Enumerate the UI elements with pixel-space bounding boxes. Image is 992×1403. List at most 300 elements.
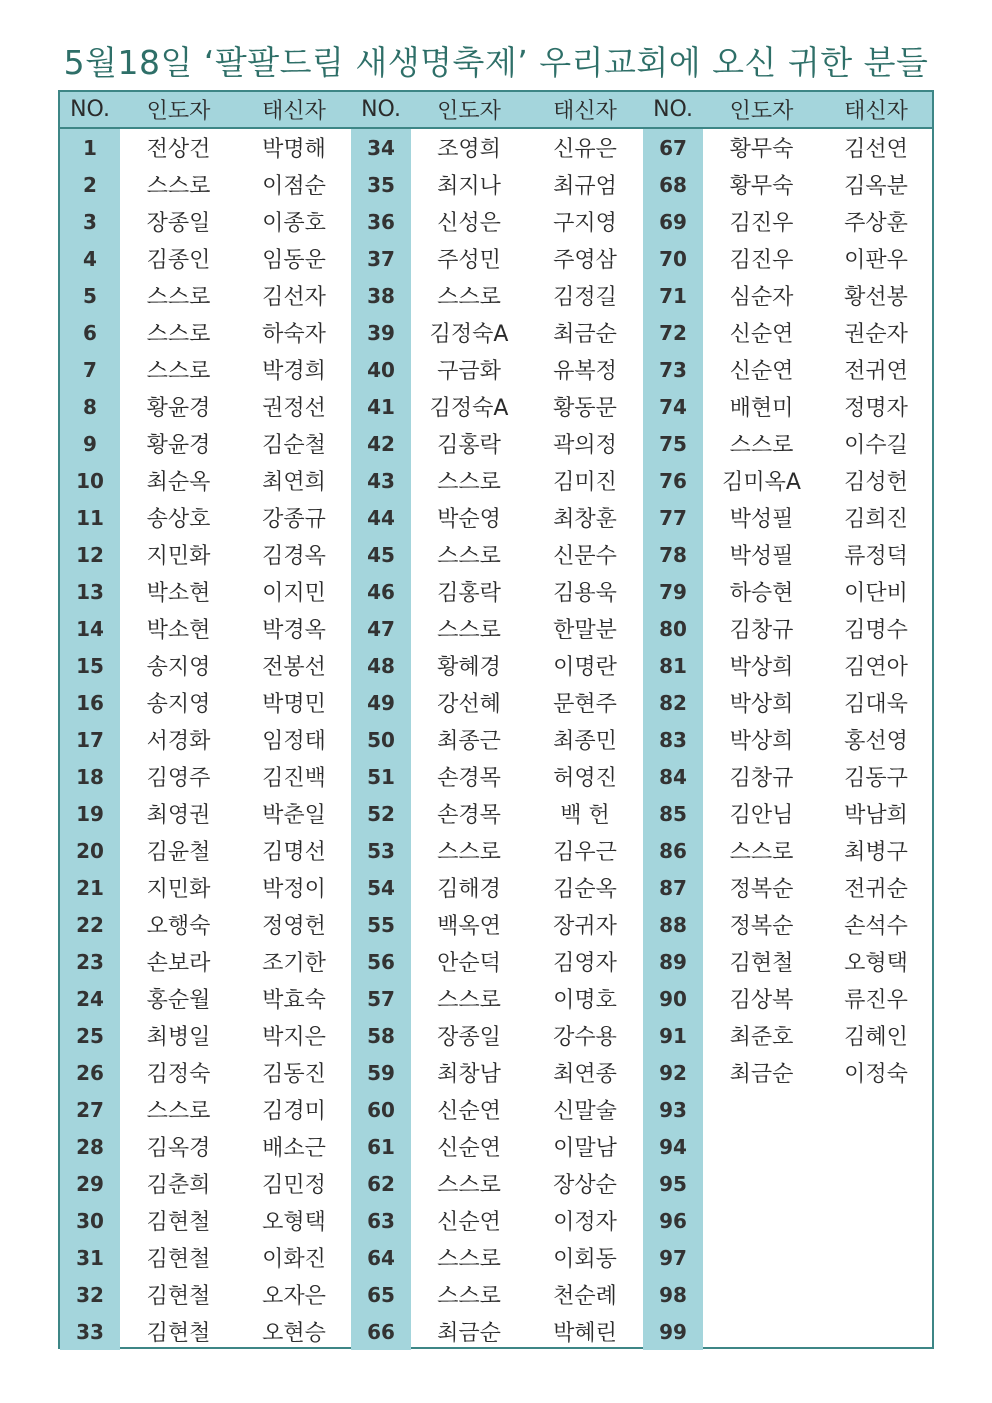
- entry-no: 35: [351, 166, 411, 203]
- entry-guide: 박소현: [146, 581, 211, 606]
- entry-no: 7: [60, 351, 120, 388]
- entry-guide: 스스로: [437, 285, 501, 310]
- entry-no: 18: [60, 758, 120, 795]
- entry-no: 29: [60, 1165, 120, 1202]
- entry-no: 23: [60, 943, 120, 980]
- entry-no: 45: [351, 536, 411, 573]
- entry-no: 59: [351, 1054, 411, 1091]
- entry-guide: 스스로: [729, 433, 794, 458]
- entry-newcomer: 박남희: [844, 803, 908, 828]
- table-row: [60, 610, 932, 647]
- entry-newcomer: 박혜린: [553, 1321, 617, 1346]
- table-row: [60, 1128, 932, 1165]
- header-guide: 인도자: [411, 92, 527, 128]
- header-guide: 인도자: [703, 92, 820, 128]
- entry-guide: 최영권: [146, 803, 211, 828]
- entry-guide: 최순옥: [146, 470, 211, 495]
- entry-guide: 손경목: [437, 803, 501, 828]
- entry-newcomer: 전봉선: [262, 655, 326, 680]
- entry-no: 64: [351, 1239, 411, 1276]
- entry-no: 17: [60, 721, 120, 758]
- entry-no: 13: [60, 573, 120, 610]
- entry-newcomer: 최병구: [844, 840, 908, 865]
- table-row: [60, 647, 932, 684]
- entry-guide: 스스로: [146, 359, 211, 384]
- header-newcomer: 태신자: [820, 92, 932, 128]
- entry-newcomer: 김미진: [553, 470, 617, 495]
- entry-guide: 김진우: [729, 248, 794, 273]
- entry-guide: 신성은: [437, 211, 501, 236]
- entry-newcomer: 신문수: [553, 544, 617, 569]
- entry-no: 56: [351, 943, 411, 980]
- table-row: [60, 499, 932, 536]
- table-row: [60, 425, 932, 462]
- table-row: [60, 684, 932, 721]
- entry-guide: 김홍락: [437, 581, 501, 606]
- header-no: NO.: [60, 92, 120, 128]
- entry-no: 24: [60, 980, 120, 1017]
- entry-newcomer: 이말남: [553, 1136, 617, 1161]
- entry-newcomer: [820, 1165, 932, 1202]
- entry-no: 61: [351, 1128, 411, 1165]
- entry-no: 12: [60, 536, 120, 573]
- entry-no: 41: [351, 388, 411, 425]
- entry-guide: 김해경: [437, 877, 501, 902]
- entry-guide: 최금순: [437, 1321, 501, 1346]
- table-row: [60, 1239, 932, 1276]
- entry-newcomer: 박효숙: [262, 988, 326, 1013]
- entry-guide: 송지영: [146, 655, 211, 680]
- entry-no: 32: [60, 1276, 120, 1313]
- entry-newcomer: 최규엄: [553, 174, 617, 199]
- entry-newcomer: [820, 1091, 932, 1128]
- entry-newcomer: 강수용: [553, 1025, 617, 1050]
- entry-newcomer: 김동구: [844, 766, 908, 791]
- entry-guide: 김상복: [729, 988, 794, 1013]
- table-row: [60, 1276, 932, 1313]
- entry-no: 78: [643, 536, 703, 573]
- entry-guide: 김창규: [729, 618, 794, 643]
- entry-no: 14: [60, 610, 120, 647]
- entry-guide: 김정숙: [146, 1062, 211, 1087]
- entry-newcomer: 김명수: [844, 618, 908, 643]
- entry-guide: 손보라: [146, 951, 211, 976]
- entry-guide: 스스로: [437, 544, 501, 569]
- entry-no: 89: [643, 943, 703, 980]
- entry-newcomer: 박지은: [262, 1025, 326, 1050]
- table-row: [60, 906, 932, 943]
- entry-guide: 주성민: [437, 248, 501, 273]
- entry-newcomer: 김경미: [262, 1099, 326, 1124]
- entry-newcomer: 신말술: [553, 1099, 617, 1124]
- entry-no: 52: [351, 795, 411, 832]
- entry-no: 15: [60, 647, 120, 684]
- entry-guide: 배현미: [729, 396, 794, 421]
- header-no: NO.: [351, 92, 411, 128]
- entry-no: 4: [60, 240, 120, 277]
- entry-newcomer: 김영자: [553, 951, 617, 976]
- entry-newcomer: [820, 1276, 932, 1313]
- entry-no: 54: [351, 869, 411, 906]
- table-row: [60, 795, 932, 832]
- entry-newcomer: 천순례: [553, 1284, 617, 1309]
- entry-no: 16: [60, 684, 120, 721]
- entry-guide: [703, 1239, 820, 1276]
- entry-newcomer: 임정태: [262, 729, 326, 754]
- entry-no: 44: [351, 499, 411, 536]
- table-row: [60, 277, 932, 314]
- entry-guide: 지민화: [146, 877, 211, 902]
- entry-guide: 김정숙A: [429, 396, 509, 421]
- entry-guide: 정복순: [729, 914, 794, 939]
- entry-no: 62: [351, 1165, 411, 1202]
- entry-guide: [703, 1128, 820, 1165]
- entry-newcomer: 김순철: [262, 433, 326, 458]
- entry-guide: 최준호: [729, 1025, 794, 1050]
- entry-newcomer: 최연종: [553, 1062, 617, 1087]
- entry-no: 21: [60, 869, 120, 906]
- entry-newcomer: 김대욱: [844, 692, 908, 717]
- entry-newcomer: 박춘일: [262, 803, 326, 828]
- entry-newcomer: 장상순: [553, 1173, 617, 1198]
- entry-no: 77: [643, 499, 703, 536]
- entry-guide: 박순영: [437, 507, 501, 532]
- entry-guide: [703, 1202, 820, 1239]
- entry-no: 71: [643, 277, 703, 314]
- entry-guide: 오행숙: [146, 914, 211, 939]
- entry-no: 5: [60, 277, 120, 314]
- entry-guide: 스스로: [437, 618, 501, 643]
- header-row: [60, 92, 932, 128]
- entry-guide: 신순연: [437, 1099, 501, 1124]
- roster-table: [60, 92, 932, 1350]
- entry-no: 2: [60, 166, 120, 203]
- entry-no: 40: [351, 351, 411, 388]
- table-row: [60, 721, 932, 758]
- entry-newcomer: 박경희: [262, 359, 326, 384]
- entry-newcomer: 김성헌: [844, 470, 908, 495]
- entry-no: 20: [60, 832, 120, 869]
- entry-newcomer: 최창훈: [553, 507, 617, 532]
- entry-newcomer: [820, 1202, 932, 1239]
- entry-guide: 김윤철: [146, 840, 211, 865]
- table-row: [60, 758, 932, 795]
- entry-no: 84: [643, 758, 703, 795]
- entry-guide: 스스로: [437, 1284, 501, 1309]
- entry-guide: 박상희: [729, 729, 794, 754]
- entry-newcomer: 배소근: [262, 1136, 326, 1161]
- entry-guide: 조영희: [437, 137, 501, 162]
- entry-guide: 구금화: [437, 359, 501, 384]
- entry-newcomer: 구지영: [553, 211, 617, 236]
- entry-guide: 김현철: [146, 1247, 211, 1272]
- entry-guide: 황윤경: [146, 396, 211, 421]
- entry-guide: 지민화: [146, 544, 211, 569]
- table-row: [60, 1017, 932, 1054]
- entry-no: 75: [643, 425, 703, 462]
- entry-no: 98: [643, 1276, 703, 1313]
- entry-no: 42: [351, 425, 411, 462]
- entry-guide: 최금순: [729, 1062, 794, 1087]
- entry-no: 93: [643, 1091, 703, 1128]
- entry-newcomer: 김명선: [262, 840, 326, 865]
- table-row: [60, 1165, 932, 1202]
- entry-guide: 스스로: [437, 988, 501, 1013]
- entry-newcomer: 정영헌: [262, 914, 326, 939]
- entry-guide: 김홍락: [437, 433, 501, 458]
- entry-guide: 김진우: [729, 211, 794, 236]
- entry-newcomer: 이지민: [262, 581, 326, 606]
- entry-guide: 스스로: [437, 470, 501, 495]
- entry-newcomer: 강종규: [262, 507, 326, 532]
- entry-newcomer: 전귀순: [844, 877, 908, 902]
- entry-guide: 박성필: [729, 544, 794, 569]
- table-row: [60, 832, 932, 869]
- entry-newcomer: 최종민: [553, 729, 617, 754]
- header-newcomer: 태신자: [527, 92, 643, 128]
- entry-guide: 김춘희: [146, 1173, 211, 1198]
- entry-guide: [703, 1165, 820, 1202]
- entry-no: 96: [643, 1202, 703, 1239]
- entry-no: 81: [643, 647, 703, 684]
- entry-no: 1: [60, 128, 120, 166]
- table-row: [60, 869, 932, 906]
- entry-newcomer: 이점순: [262, 174, 326, 199]
- entry-guide: 김영주: [146, 766, 211, 791]
- entry-no: 82: [643, 684, 703, 721]
- entry-newcomer: 김선연: [844, 137, 908, 162]
- table-row: [60, 128, 932, 166]
- entry-newcomer: 이명호: [553, 988, 617, 1013]
- entry-no: 47: [351, 610, 411, 647]
- entry-newcomer: 박경옥: [262, 618, 326, 643]
- entry-newcomer: 이회동: [553, 1247, 617, 1272]
- entry-newcomer: 김선자: [262, 285, 326, 310]
- table-row: [60, 536, 932, 573]
- entry-no: 51: [351, 758, 411, 795]
- entry-no: 3: [60, 203, 120, 240]
- entry-newcomer: 오형택: [844, 951, 908, 976]
- entry-newcomer: 백 헌: [560, 803, 610, 828]
- entry-guide: 박상희: [729, 692, 794, 717]
- entry-no: 36: [351, 203, 411, 240]
- entry-newcomer: 김순옥: [553, 877, 617, 902]
- entry-no: 43: [351, 462, 411, 499]
- entry-no: 91: [643, 1017, 703, 1054]
- entry-newcomer: 임동운: [262, 248, 326, 273]
- entry-newcomer: 김혜인: [844, 1025, 908, 1050]
- entry-guide: 강선혜: [437, 692, 501, 717]
- entry-newcomer: 유복정: [553, 359, 617, 384]
- entry-no: 50: [351, 721, 411, 758]
- entry-guide: 스스로: [437, 840, 501, 865]
- entry-no: 79: [643, 573, 703, 610]
- entry-newcomer: 장귀자: [553, 914, 617, 939]
- entry-no: 92: [643, 1054, 703, 1091]
- entry-no: 55: [351, 906, 411, 943]
- entry-guide: 장종일: [146, 211, 211, 236]
- entry-guide: 황무숙: [729, 174, 794, 199]
- header-no: NO.: [643, 92, 703, 128]
- page-title: 5월18일 ‘팔팔드림 새생명축제’ 우리교회에 오신 귀한 분들: [63, 43, 929, 82]
- entry-guide: 전상건: [146, 137, 211, 162]
- entry-guide: 백옥연: [437, 914, 501, 939]
- entry-no: 28: [60, 1128, 120, 1165]
- entry-newcomer: 김경옥: [262, 544, 326, 569]
- entry-newcomer: 이화진: [262, 1247, 326, 1272]
- table-row: [60, 351, 932, 388]
- entry-newcomer: [820, 1313, 932, 1350]
- entry-newcomer: 이정숙: [844, 1062, 908, 1087]
- entry-no: 31: [60, 1239, 120, 1276]
- entry-newcomer: 하숙자: [262, 322, 326, 347]
- entry-newcomer: [820, 1128, 932, 1165]
- entry-guide: 박상희: [729, 655, 794, 680]
- entry-newcomer: 이단비: [844, 581, 908, 606]
- header-guide: 인도자: [120, 92, 237, 128]
- entry-guide: 스스로: [146, 322, 211, 347]
- entry-no: 87: [643, 869, 703, 906]
- entry-newcomer: 박명민: [262, 692, 326, 717]
- table-row: [60, 1091, 932, 1128]
- table-row: [60, 388, 932, 425]
- entry-no: 33: [60, 1313, 120, 1350]
- entry-guide: 서경화: [146, 729, 211, 754]
- entry-guide: 김안님: [729, 803, 794, 828]
- entry-newcomer: 김민정: [262, 1173, 326, 1198]
- entry-newcomer: 정명자: [844, 396, 908, 421]
- entry-newcomer: 황선봉: [844, 285, 908, 310]
- header-newcomer: 태신자: [237, 92, 351, 128]
- entry-guide: 스스로: [437, 1173, 501, 1198]
- table-row: [60, 1054, 932, 1091]
- entry-newcomer: [820, 1239, 932, 1276]
- entry-no: 76: [643, 462, 703, 499]
- entry-newcomer: 오자은: [262, 1284, 326, 1309]
- entry-no: 19: [60, 795, 120, 832]
- entry-newcomer: 주상훈: [844, 211, 908, 236]
- entry-no: 10: [60, 462, 120, 499]
- entry-no: 95: [643, 1165, 703, 1202]
- entry-guide: 스스로: [146, 285, 211, 310]
- entry-guide: 스스로: [146, 174, 211, 199]
- entry-newcomer: 이판우: [844, 248, 908, 273]
- entry-guide: 하승현: [729, 581, 794, 606]
- entry-guide: 신순연: [729, 322, 794, 347]
- entry-no: 74: [643, 388, 703, 425]
- entry-newcomer: 조기한: [262, 951, 326, 976]
- entry-newcomer: 권순자: [844, 322, 908, 347]
- entry-guide: 김창규: [729, 766, 794, 791]
- entry-newcomer: 김정길: [553, 285, 617, 310]
- entry-no: 66: [351, 1313, 411, 1350]
- entry-no: 37: [351, 240, 411, 277]
- entry-guide: 신순연: [437, 1210, 501, 1235]
- table-row: [60, 943, 932, 980]
- entry-guide: 스스로: [146, 1099, 211, 1124]
- entry-guide: 심순자: [729, 285, 794, 310]
- entry-newcomer: 김우근: [553, 840, 617, 865]
- entry-newcomer: 홍선영: [844, 729, 908, 754]
- entry-guide: [703, 1276, 820, 1313]
- entry-guide: 안순덕: [437, 951, 501, 976]
- entry-no: 90: [643, 980, 703, 1017]
- entry-no: 46: [351, 573, 411, 610]
- entry-no: 39: [351, 314, 411, 351]
- entry-guide: 송상호: [146, 507, 211, 532]
- entry-newcomer: 류진우: [844, 988, 908, 1013]
- entry-no: 8: [60, 388, 120, 425]
- entry-no: 69: [643, 203, 703, 240]
- entry-guide: 신순연: [437, 1136, 501, 1161]
- entry-newcomer: 최금순: [553, 322, 617, 347]
- entry-newcomer: 황동문: [553, 396, 617, 421]
- table-row: [60, 166, 932, 203]
- entry-guide: 정복순: [729, 877, 794, 902]
- entry-newcomer: 주영삼: [553, 248, 617, 273]
- entry-no: 97: [643, 1239, 703, 1276]
- entry-no: 25: [60, 1017, 120, 1054]
- entry-no: 53: [351, 832, 411, 869]
- entry-newcomer: 이정자: [553, 1210, 617, 1235]
- entry-newcomer: 최연희: [262, 470, 326, 495]
- entry-guide: 홍순월: [146, 988, 211, 1013]
- entry-guide: 스스로: [729, 840, 794, 865]
- entry-newcomer: 김진백: [262, 766, 326, 791]
- entry-no: 11: [60, 499, 120, 536]
- table-row: [60, 314, 932, 351]
- entry-no: 38: [351, 277, 411, 314]
- entry-no: 58: [351, 1017, 411, 1054]
- entry-newcomer: 신유은: [553, 137, 617, 162]
- entry-no: 85: [643, 795, 703, 832]
- entry-guide: 김현철: [146, 1210, 211, 1235]
- entry-no: 65: [351, 1276, 411, 1313]
- entry-newcomer: 손석수: [844, 914, 908, 939]
- table-row: [60, 1202, 932, 1239]
- entry-newcomer: 류정덕: [844, 544, 908, 569]
- entry-no: 83: [643, 721, 703, 758]
- roster-table-frame: [58, 90, 934, 1349]
- entry-guide: 박성필: [729, 507, 794, 532]
- table-row: [60, 462, 932, 499]
- entry-newcomer: 김연아: [844, 655, 908, 680]
- entry-guide: 스스로: [437, 1247, 501, 1272]
- roster-body: [60, 128, 932, 1350]
- entry-no: 63: [351, 1202, 411, 1239]
- entry-guide: 송지영: [146, 692, 211, 717]
- entry-no: 48: [351, 647, 411, 684]
- entry-no: 67: [643, 128, 703, 166]
- entry-guide: 최지나: [437, 174, 501, 199]
- entry-newcomer: 김옥분: [844, 174, 908, 199]
- table-row: [60, 573, 932, 610]
- entry-newcomer: 전귀연: [844, 359, 908, 384]
- entry-no: 49: [351, 684, 411, 721]
- entry-newcomer: 권정선: [262, 396, 326, 421]
- entry-no: 22: [60, 906, 120, 943]
- entry-guide: 장종일: [437, 1025, 501, 1050]
- entry-no: 94: [643, 1128, 703, 1165]
- entry-guide: 김정숙A: [429, 322, 509, 347]
- table-row: [60, 240, 932, 277]
- entry-newcomer: 오형택: [262, 1210, 326, 1235]
- table-row: [60, 980, 932, 1017]
- entry-no: 72: [643, 314, 703, 351]
- entry-guide: 신순연: [729, 359, 794, 384]
- entry-no: 73: [643, 351, 703, 388]
- entry-guide: 김현철: [146, 1284, 211, 1309]
